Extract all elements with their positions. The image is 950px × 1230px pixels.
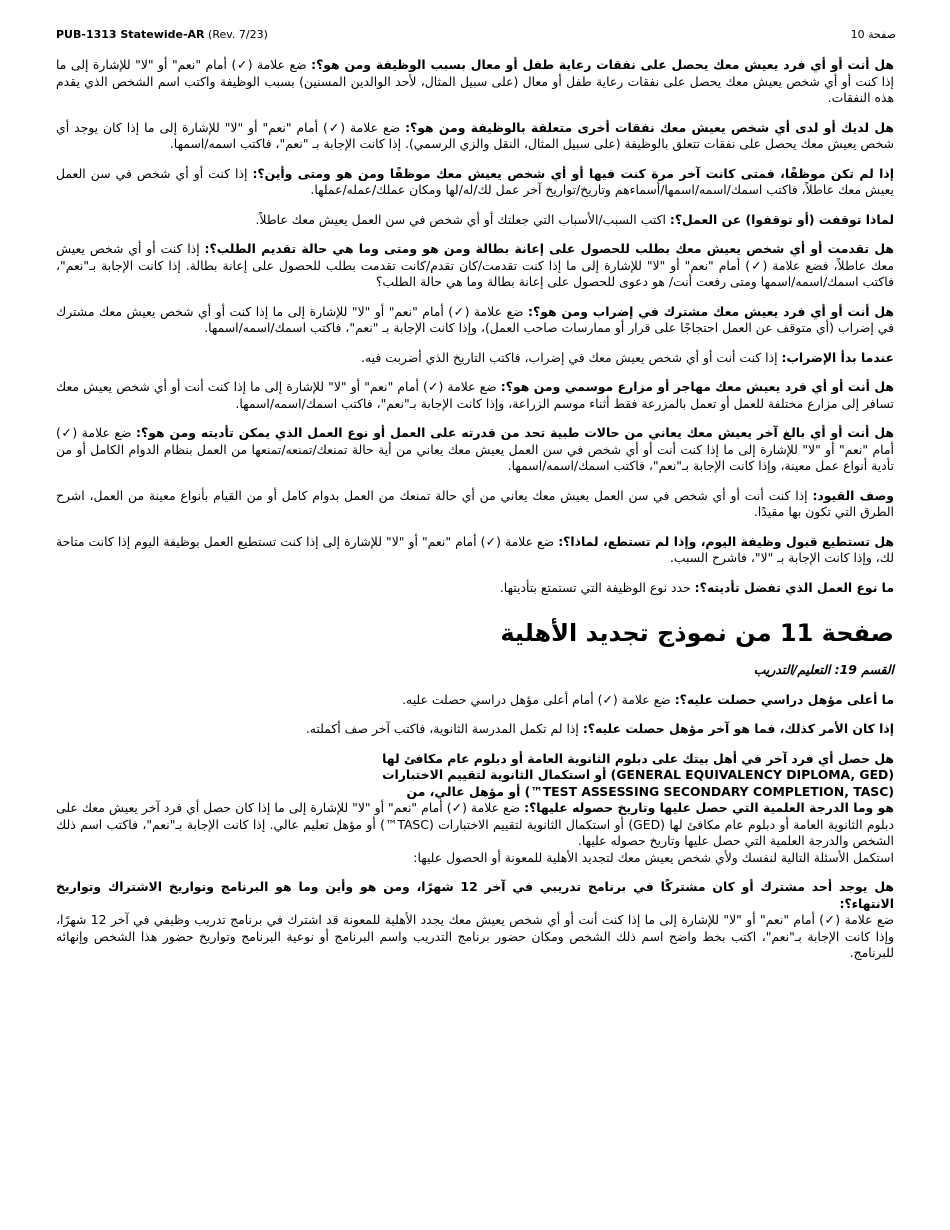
- paragraph: [56, 534, 894, 567]
- paragraph: [56, 879, 894, 962]
- question-heading: إذا لم تكن موظفًا، فمتى كانت آخر مرة كنت فيها أو أي شخص يعيش معك موظفًا ومن هو ومتى وأين؟:: [252, 165, 894, 181]
- question-instruction: ضع علامة (✓) أمام "نعم" أو "لا" للإشارة إلى ما إذا كنت أو أي شخص يعيش معك يحصل على نفقات رعاية طفل أو معال (على سبيل المثال، لأحد الوالدين المسنين) بسبب الوظيفة واكتب اسم الشخص الذي يقدم هذه النفقات.: [56, 57, 894, 105]
- question-heading: ما نوع العمل الذي تفضل تأديته؟:: [694, 579, 894, 595]
- question-heading: وصف القيود:: [812, 487, 895, 503]
- form-revision: (Rev. 7/23): [204, 28, 268, 41]
- paragraph: [56, 425, 894, 475]
- question-instruction: ضع علامة (✓) أمام "نعم" أو "لا" للإشارة إلى ما إذا كنت أنت أو أي شخص يعيش معك تسافر إلى مزارع مختلفة للعمل أو تعمل بالمزرعة فقط أثناء موسم الزراعة، وإذا كانت الإجابة بـ"نعم"، فاكتب اسمك/اسمه/اسمها.: [56, 379, 894, 411]
- question-heading: هل أنت أو أي فرد يعيش معك مشترك في إضراب ومن هو؟:: [528, 303, 894, 319]
- question-heading: هل تقدمت أو أي شخص يعيش معك بطلب للحصول على إعانة بطالة ومن هو ومتى وما هي حالة تقديم الطلب؟:: [204, 241, 894, 256]
- question-instruction: ضع علامة (✓) أمام "نعم" أو "لا" للإشارة إلى إذا كنت تستطيع العمل بوظيفة اليوم إذا كانت متاحة لك، وإذا كانت الإجابة بـ "لا"، فاشرح السبب.: [56, 533, 894, 565]
- question-heading-line: هل حصل أي فرد آخر في أهل بيتك على دبلوم الثانوية العامة أو دبلوم عام مكافئ لها: [382, 750, 894, 766]
- document-body: [56, 57, 894, 975]
- question-instruction: إذا كنت أو أي شخص يعيش معك عاطلاً، فضع علامة (✓) أمام "نعم" أو "لا" للإشارة إلى ما إذا كنت تقدمت/كان تقدم/كانت تقدمت بطلب للحصول على إعانة بطالة. إذا كانت الإجابة بـ"نعم"، فاكتب اسمك/اسمه/اسمها ومتى رفعت أنت/ هو دعوى للحصول على إعانة بطالة وما هي حالة الطلب؟: [56, 241, 894, 289]
- question-heading: هل أنت أو أي بالغ آخر يعيش معك يعاني من حالات طبية تحد من قدرته على العمل أو نوع العمل الذي يمكن تأديته ومن هو؟:: [136, 425, 894, 440]
- form-number: PUB-1313 Statewide-AR: [56, 28, 205, 41]
- paragraph: [56, 488, 894, 521]
- section-title: صفحة 11 من نموذج تجديد الأهلية: [500, 619, 894, 647]
- page-header: [56, 28, 896, 44]
- question-instruction: ضع علامة (✓) أمام "نعم" أو "لا" للإشارة إلى ما إذا كنت أنت أو أي شخص يعيش معك يجدد الأهلية للمعونة قد اشترك في برنامج تدريب وظيفي في آخر 12 شهرًا، وإذا كانت الإجابة بـ"نعم"، اكتب بخط واضح اسم ذلك الشخص ومكان حضور برنامج التدريب واسم البرنامج أو نوعية البرنامج وتواريخ حضور هذا الشخص وإنهائه للبرنامج.: [56, 912, 894, 960]
- question-heading: عندما بدأ الإضراب:: [781, 349, 894, 365]
- paragraph: [56, 57, 894, 107]
- paragraph: [56, 120, 894, 153]
- paragraph: [56, 212, 894, 229]
- paragraph: [56, 304, 894, 337]
- question-heading: هل أنت أو أي فرد يعيش معك يحصل على نفقات رعاية طفل أو معال بسبب الوظيفة ومن هو؟:: [311, 57, 895, 72]
- paragraph: [56, 692, 894, 709]
- section-subtitle: القسم 19: التعليم/التدريب: [753, 662, 894, 677]
- question-heading: هل أنت أو أي فرد يعيش معك مهاجر أو مزارع موسمي ومن هو؟:: [500, 379, 894, 394]
- question-heading: إذا كان الأمر كذلك، فما هو آخر مؤهل حصلت عليه؟:: [582, 721, 894, 736]
- question-heading-line: (GENERAL EQUIVALENCY DIPLOMA, GED) أو استكمال الثانوية لتقييم الاختبارات: [382, 767, 894, 782]
- question-instruction: ضع علامة (✓) أمام "نعم" أو "لا" للإشارة إلى ما إذا كنت أنت أو أي شخص في سن العمل يعيش معك يعاني من أية حالة تمنعك/تمنعه/تمنعها من العمل بنظام الدوام الكامل أو من تأدية أنواع عمل معينة، وإذا كانت الإجابة بـ"نعم"، فاكتب اسمك/اسمه/اسمها.: [56, 425, 894, 473]
- paragraph: [56, 350, 894, 367]
- ged-question-block: [56, 751, 894, 850]
- paragraph: [56, 580, 894, 597]
- question-instruction: ضع علامة (✓) أمام "نعم" أو "لا" للإشارة إلى ما إذا كان حصل أي فرد آخر يعيش معك على دبلوم الثانوية العامة أو دبلوم عام مكافئ لها (GED) أو استكمال الثانوية لتقييم الاختبارات (TASC™) أو مؤهل تعليم عالي. إذا كانت الإجابة بـ"نعم"، فاكتب اسم ذلك الشخص والدرجة العلمية التي حصل عليها وتاريخ حصوله عليها.: [56, 800, 895, 848]
- paragraph: [56, 241, 894, 291]
- paragraph: [56, 721, 894, 738]
- paragraph: [56, 166, 894, 199]
- question-heading-line: هو وما الدرجة العلمية التي حصل عليها وتاريخ حصوله عليها؟:: [524, 800, 894, 815]
- question-heading: لماذا توقفت (أو توقفوا) عن العمل؟:: [669, 211, 894, 227]
- paragraph: [56, 379, 894, 412]
- question-instruction: إذا كنت أنت أو أي شخص في سن العمل يعيش معك يعاني من أي حالة تمنعك من العمل بدوام كامل أو من القيام بأنواع معينة من العمل، اشرح الطرق التي تكون بها مقيدًا.: [56, 487, 894, 519]
- page-number: صفحة 10: [850, 28, 896, 41]
- question-instruction: ضع علامة (✓) أمام "نعم" أو "لا" للإشارة إلى ما إذا كنت أو أي شخص يعيش معك مشترك في إضراب (أي متوقف عن العمل احتجاجًا على قرار أو ممارسات صاحب العمل)، وإذا كانت الإجابة بـ "نعم"، فاكتب اسمك/اسمه/اسمها.: [56, 303, 894, 335]
- question-heading: هل لديك أو لدى أي شخص يعيش معك نفقات أخرى متعلقة بالوظيفة ومن هو؟:: [405, 119, 894, 135]
- question-instruction: إذا كنت أنت أو أي شخص يعيش معك في إضراب، فاكتب التاريخ الذي أضربت فيه.: [361, 349, 782, 365]
- question-heading: ما أعلى مؤهل دراسي حصلت عليه؟:: [674, 691, 894, 707]
- question-heading: هل تستطيع قبول وظيفة اليوم، وإذا لم تستطع، لماذا؟:: [558, 533, 895, 549]
- question-instruction: إذا لم تكمل المدرسة الثانوية، فاكتب آخر صف أكملته.: [305, 721, 583, 736]
- question-instruction: ضع علامة (✓) أمام أعلى مؤهل دراسي حصلت عليه.: [402, 691, 675, 707]
- question-instruction: إذا كنت أو أي شخص في سن العمل يعيش معك عاطلاً، فاكتب اسمك/اسمه/اسمها/أسماءهم وتاريخ/تواريخ آخر عمل لك/له/لها ومكان عملك/عمله/عملها.: [56, 165, 894, 197]
- question-heading: هل يوجد أحد مشترك أو كان مشتركًا في برنامج تدريبي في آخر 12 شهرًا، ومن هو وأين وما هو البرنامج وتواريخ الاشتراك وتواريخ الانتهاء؟:: [56, 879, 894, 911]
- question-instruction: ضع علامة (✓) أمام "نعم" أو "لا" للإشارة إلى ما إذا كان يوجد أي شخص يعيش معك يحصل على نفقات تتعلق بالوظيفة (على سبيل المثال، النقل والزي الرسمي). إذا كانت الإجابة بـ "نعم"، فاكتب اسمه/اسمها.: [56, 119, 894, 151]
- question-instruction: حدد نوع الوظيفة التي تستمتع بتأديتها.: [499, 579, 695, 595]
- form-id: [56, 28, 268, 41]
- intro-line: استكمل الأسئلة التالية لنفسك ولأي شخص يعيش معك لتجديد الأهلية للمعونة أو الحصول عليها:: [413, 849, 894, 865]
- question-instruction: اكتب السبب/الأسباب التي جعلتك أو أي شخص في سن العمل يعيش معك عاطلاً.: [255, 211, 670, 227]
- question-heading-line: (TEST ASSESSING SECONDARY COMPLETION, TASC™) أو مؤهل عالي، من: [406, 783, 894, 799]
